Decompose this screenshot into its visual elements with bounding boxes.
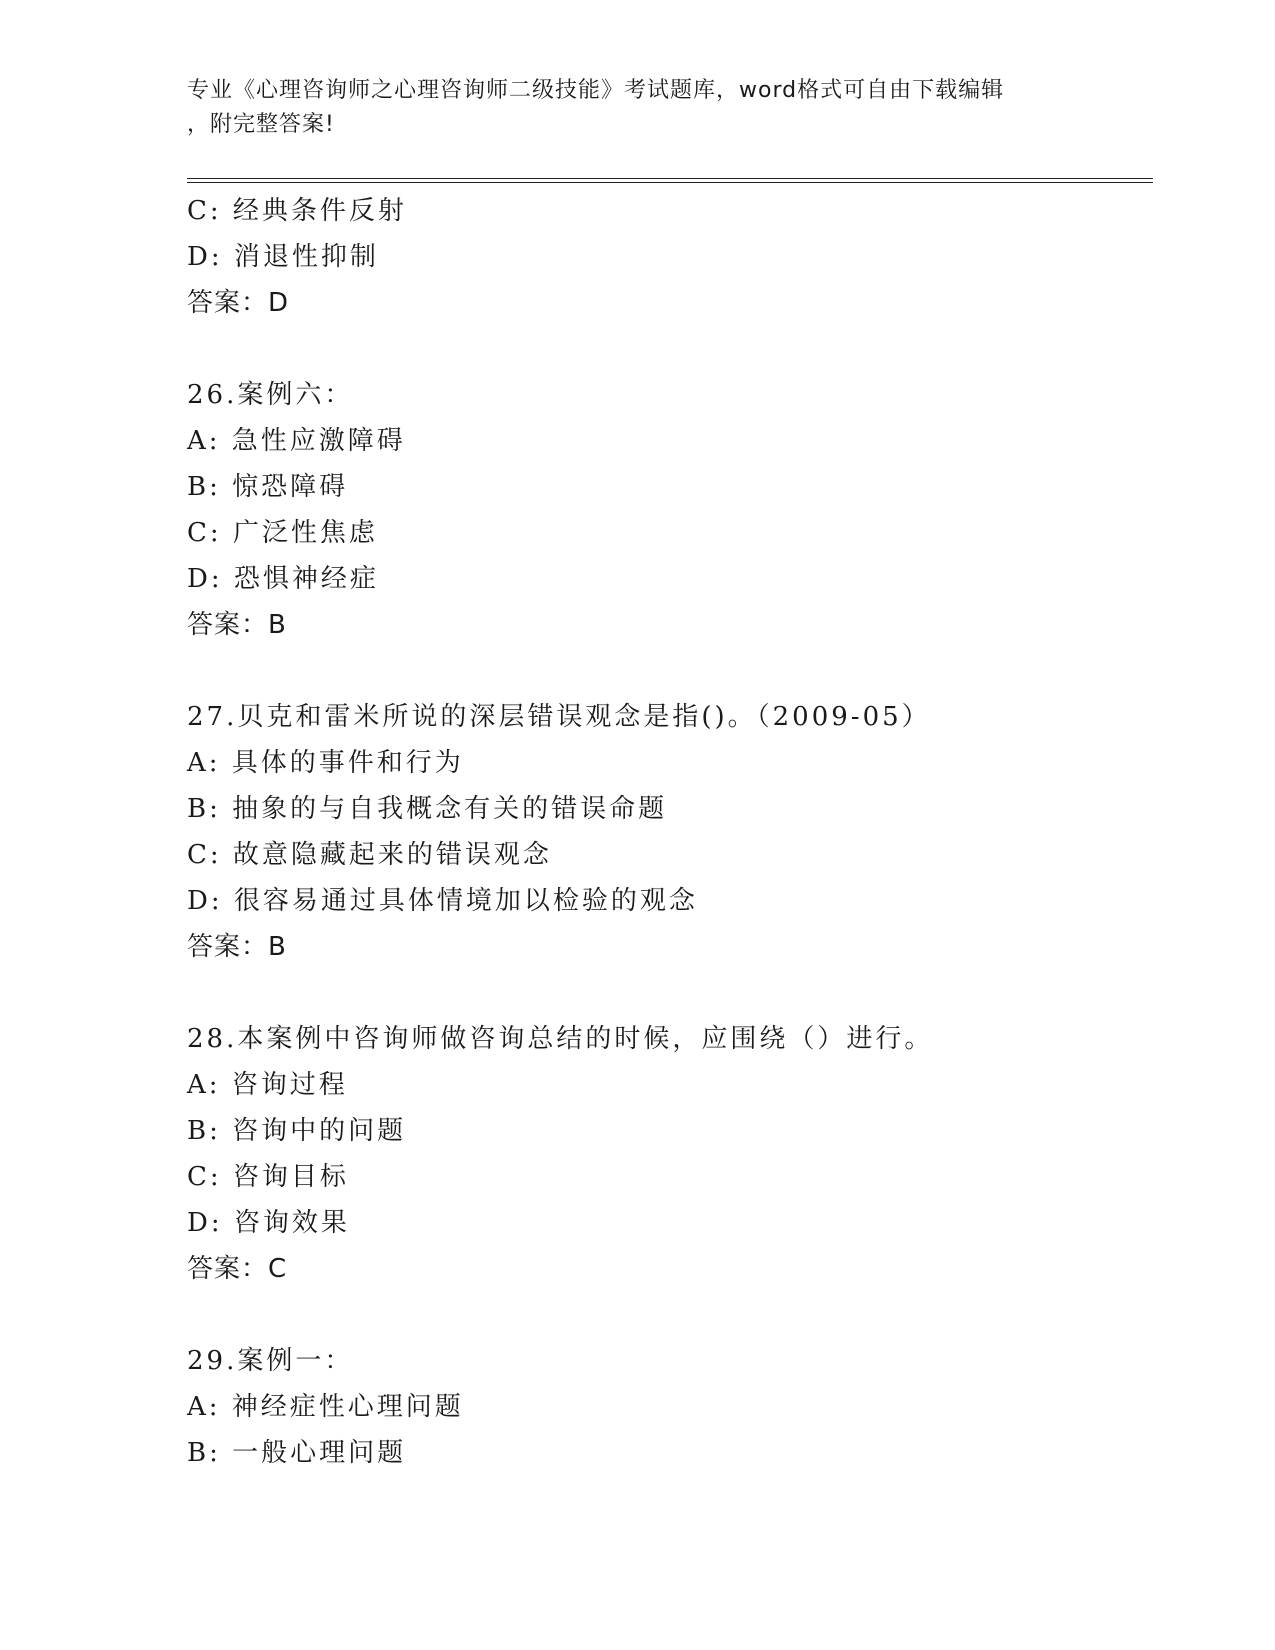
option-a: A: 神经症性心理问题 xyxy=(187,1392,464,1422)
question-29 xyxy=(187,1338,1127,1476)
option-b: B: 咨询中的问题 xyxy=(187,1116,407,1146)
header-title-line-1: 专业《心理咨询师之心理咨询师二级技能》考试题库，word格式可自由下载编辑 xyxy=(187,78,1005,103)
question-stem: 27.贝克和雷米所说的深层错误观念是指()。（2009-05） xyxy=(187,702,931,732)
option-d: D: 消退性抑制 xyxy=(187,242,379,272)
question-28 xyxy=(187,1016,1127,1292)
option-c: C: 广泛性焦虑 xyxy=(187,518,378,548)
document-header xyxy=(187,74,1067,142)
option-b: B: 惊恐障碍 xyxy=(187,472,349,502)
option-d: D: 恐惧神经症 xyxy=(187,564,379,594)
question-spacer xyxy=(187,326,1127,372)
question-stem: 29.案例一： xyxy=(187,1346,354,1376)
option-c: C: 经典条件反射 xyxy=(187,196,407,226)
question-spacer xyxy=(187,1292,1127,1338)
question-stem: 26.案例六： xyxy=(187,380,354,410)
option-a: A: 具体的事件和行为 xyxy=(187,748,464,778)
option-b: B: 抽象的与自我概念有关的错误命题 xyxy=(187,794,668,824)
option-d: D: 很容易通过具体情境加以检验的观念 xyxy=(187,886,698,916)
header-divider-bottom xyxy=(187,182,1153,183)
option-c: C: 故意隐藏起来的错误观念 xyxy=(187,840,552,870)
option-c: C: 咨询目标 xyxy=(187,1162,349,1192)
question-26 xyxy=(187,372,1127,648)
question-25-tail xyxy=(187,188,1127,326)
option-a: A: 急性应激障碍 xyxy=(187,426,406,456)
answer-label: 答案：B xyxy=(187,610,287,640)
option-a: A: 咨询过程 xyxy=(187,1070,348,1100)
question-27 xyxy=(187,694,1127,970)
answer-label: 答案：D xyxy=(187,288,290,318)
answer-label: 答案：C xyxy=(187,1254,288,1284)
header-title-line-2: ，附完整答案! xyxy=(187,112,335,137)
option-d: D: 咨询效果 xyxy=(187,1208,350,1238)
header-divider-top xyxy=(187,178,1153,179)
question-spacer xyxy=(187,970,1127,1016)
option-b: B: 一般心理问题 xyxy=(187,1438,407,1468)
question-spacer xyxy=(187,648,1127,694)
answer-label: 答案：B xyxy=(187,932,287,962)
question-stem: 28.本案例中咨询师做咨询总结的时候，应围绕（）进行。 xyxy=(187,1024,934,1054)
question-list xyxy=(187,188,1127,1476)
